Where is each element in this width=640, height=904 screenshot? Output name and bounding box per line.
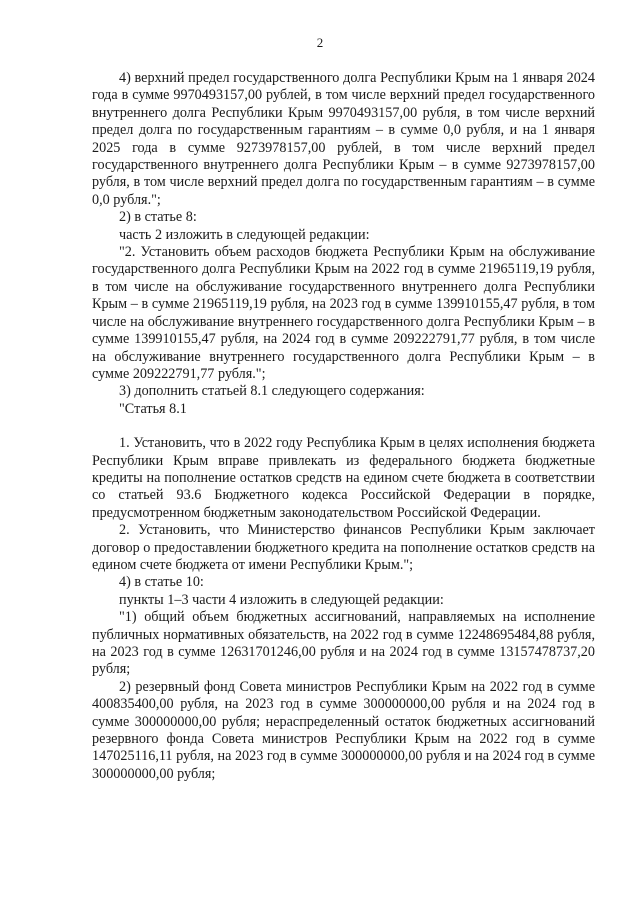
paragraph-article-10: 4) в статье 10: [119, 574, 204, 591]
paragraph-article-8: 2) в статье 8: [119, 209, 197, 226]
paragraph-debt-limit: 4) верхний предел государственного долга Республики Крым на 1 января 2024 года в сумме 9970493157,00 рублей, в том числе верхний предел государственного внутреннего долга Республики Крым 9970493157,00 рубля, в том числе верхний предел долга по государственным гарантиям – в сумме 0,0 рубля, и на 1 января 2025 года в сумме 9273978157,00 рублей, в том числе верхний предел государственного внутреннего долга Республики Крым – в сумме 9273978157,00 рубля, в том числе верхний предел долга по государственным гарантиям – в сумме 0,0 рубля."; [92, 70, 595, 208]
paragraph-article-8-1-item-1: 1. Установить, что в 2022 году Республика Крым в целях исполнения бюджета Республики Крым вправе привлекать из федерального бюджета бюджетные кредиты на пополнение остатков средств на едином счете бюджета в соответствии со статьей 93.6 Бюджетного кодекса Российской Федерации в порядке, предусмотренном бюджетным законодательством Российской Федерации. [92, 435, 595, 521]
paragraph-part-2-intro: часть 2 изложить в следующей редакции: [119, 226, 370, 243]
paragraph-article-8-1-title: "Статья 8.1 [119, 400, 187, 417]
paragraph-add-article: 3) дополнить статьей 8.1 следующего содержания: [119, 383, 425, 400]
paragraph-debt-service: "2. Установить объем расходов бюджета Республики Крым на обслуживание государственного долга Республики Крым на 2022 год в сумме 21965119,19 рубля, в том числе на обслуживание государственного внутреннего долга Республики Крым – в сумме 21965119,19 рубля, на 2023 год в сумме 139910155,47 рубля, в том числе на обслуживание внутреннего государственного долга Республики Крым – в сумме 139910155,47 рубля, на 2024 год в сумме 209222791,77 рубля, в том числе на обслуживание внутреннего государственного долга Республики Крым – в сумме 209222791,77 рубля."; [92, 244, 595, 382]
document-body [92, 70, 595, 783]
paragraph-point-2: 2) резервный фонд Совета министров Республики Крым на 2022 год в сумме 400835400,00 рубля, на 2023 год в сумме 300000000,00 рубля и на 2024 год в сумме 300000000,00 рубля; нераспределенный остаток бюджетных ассигнований резервного фонда Совета министров Республики Крым на 2022 год в сумме 147025116,11 рубля, на 2023 год в сумме 300000000,00 рубля и на 2024 год в сумме 300000000,00 рубля; [92, 678, 595, 782]
paragraph-article-8-1-item-2: 2. Установить, что Министерство финансов Республики Крым заключает договор о предоставлении бюджетного кредита на пополнение остатков средств на едином счете бюджета от имени Республики Крым."; [92, 522, 595, 573]
page-number: 2 [316, 35, 324, 50]
paragraph-points-intro: пункты 1–3 части 4 изложить в следующей редакции: [119, 591, 444, 608]
paragraph-point-1: "1) общий объем бюджетных ассигнований, направляемых на исполнение публичных нормативных обязательств, на 2022 год в сумме 12248695484,88 рубля, на 2023 год в сумме 12631701246,00 рубля и на 2024 год в сумме 13157478737,20 рубля; [92, 609, 595, 678]
